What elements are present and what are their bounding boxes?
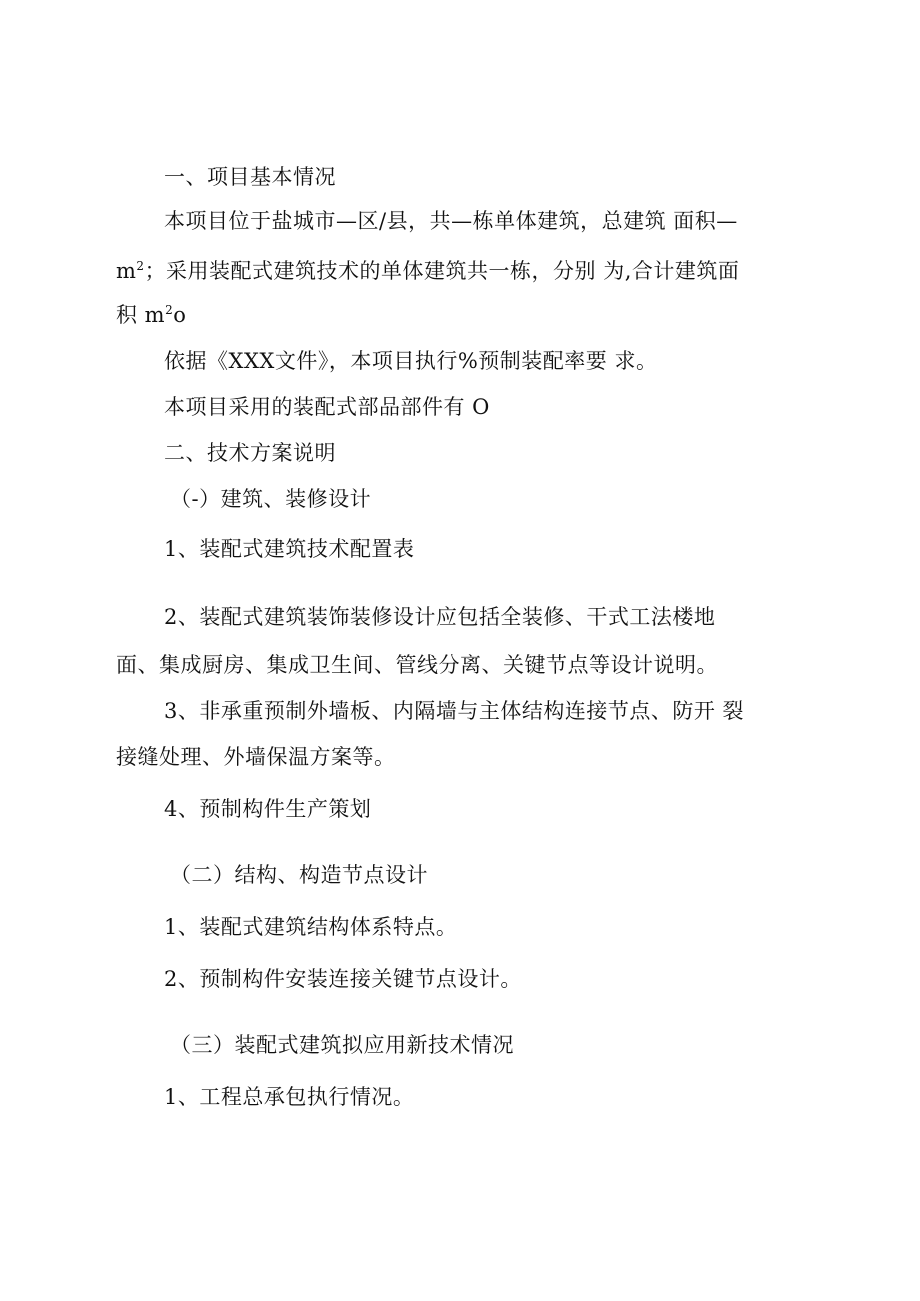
list-item-installation-nodes: 2、预制构件安装连接关键节点设计。 xyxy=(164,967,522,991)
unit-superscript: 2 xyxy=(136,259,145,273)
paragraph-location-line-2-text: ；采用装配式建筑技术的单体建筑共一栋，分别 为,合计建筑面 xyxy=(144,259,740,283)
list-item-config-table: 1、装配式建筑技术配置表 xyxy=(164,537,415,561)
paragraph-location-line-1: 本项目位于盐城市—区/县，共—栋单体建筑，总建筑 面积— xyxy=(164,209,738,233)
paragraph-location-line-3 xyxy=(116,302,186,328)
list-item-decoration-line-1: 2、装配式建筑装饰装修设计应包括全装修、干式工法楼地 xyxy=(164,605,716,629)
section-heading-technical-plan: 二、技术方案说明 xyxy=(164,441,336,465)
list-item-structural-system: 1、装配式建筑结构体系特点。 xyxy=(164,915,458,939)
list-item-wall-panel-line-2: 接缝处理、外墙保温方案等。 xyxy=(116,745,396,769)
unit-m: m xyxy=(116,259,137,283)
list-item-production-planning: 4、预制构件生产策划 xyxy=(164,797,372,821)
section-heading-basic-info: 一、项目基本情况 xyxy=(164,165,336,189)
subsection-heading-architecture: （-）建筑、装修设计 xyxy=(170,487,372,511)
subsection-heading-structure: （二）结构、构造节点设计 xyxy=(170,863,428,887)
list-item-decoration-line-2: 面、集成厨房、集成卫生间、管线分离、关键节点等设计说明。 xyxy=(116,653,718,677)
area-superscript: 2 xyxy=(165,303,174,317)
list-item-wall-panel-line-1: 3、非承重预制外墙板、内隔墙与主体结构连接节点、防开 裂 xyxy=(164,699,745,723)
area-prefix: 积 m xyxy=(116,303,166,327)
area-suffix: o xyxy=(173,303,187,327)
paragraph-location-line-2 xyxy=(116,258,739,284)
list-item-epc-execution: 1、工程总承包执行情况。 xyxy=(164,1085,415,1109)
subsection-heading-new-technology: （三）装配式建筑拟应用新技术情况 xyxy=(170,1033,514,1057)
paragraph-components: 本项目采用的装配式部品部件有 O xyxy=(164,395,490,419)
paragraph-basis: 依据《XXX文件》，本项目执行%预制装配率要 求。 xyxy=(164,349,658,373)
